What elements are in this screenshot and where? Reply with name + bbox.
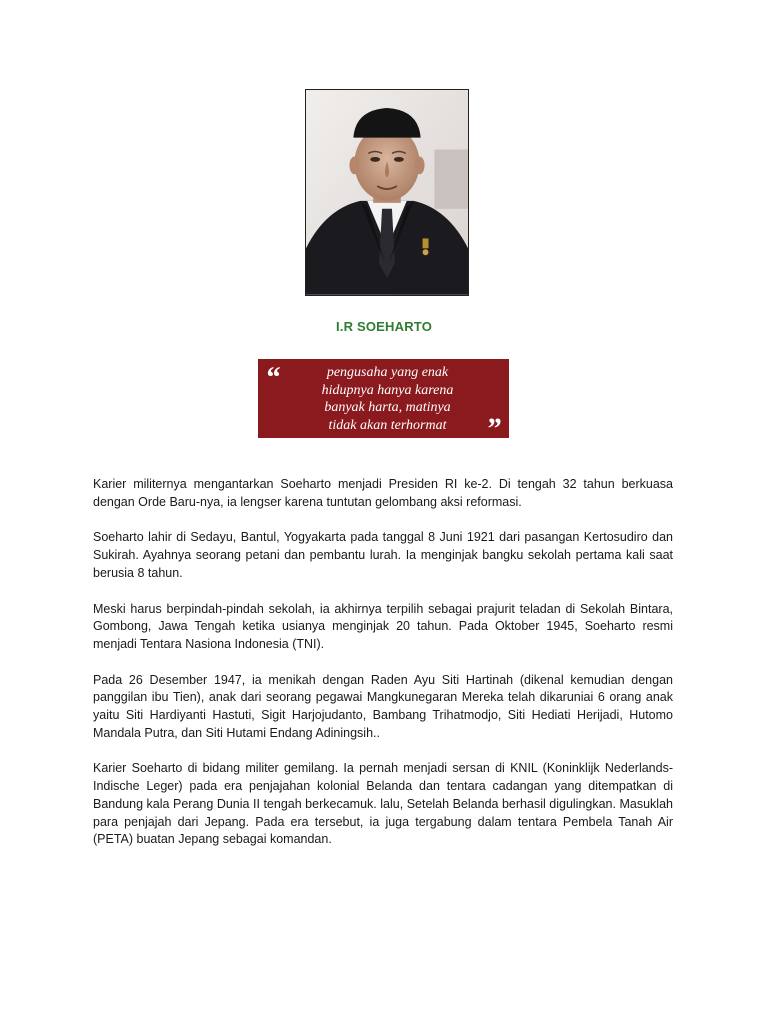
- open-quote-icon: “: [265, 361, 280, 394]
- quote-line: pengusaha yang enak: [326, 365, 449, 380]
- paragraph-birth: Soeharto lahir di Sedayu, Bantul, Yogyakarta pada tanggal 8 Juni 1921 dari pasangan Kertosudiro dan Sukirah. Ayahnya seorang petani dan pembantu lurah. Ia menginjak bangku sekolah pertama kali saat berusia 8 tahun.: [93, 530, 673, 580]
- quote-line: banyak harta, matinya: [324, 400, 451, 415]
- page-title: I.R SOEHARTO: [335, 319, 433, 334]
- quote-banner: [258, 359, 509, 445]
- portrait-illustration: [306, 90, 468, 295]
- quote-line: hidupnya hanya karena: [321, 382, 454, 398]
- paragraph-military: Karier Soeharto di bidang militer gemilang. Ia pernah menjadi sersan di KNIL (Koninklijk Nederlands-Indische Leger) pada era penjajahan kolonial Belanda dan tentara cadangan yang ditempatkan di Bandung kala Perang Dunia II tengah berkecamuk. lalu, Setelah Belanda berhasil digulingkan. Masuklah para penjajah dari Jepang. Pada era tersebut, ia juga tergabung dalam tentara Pembela Tanah Air (PETA) buatan Jepang sebagai komandan.: [93, 761, 673, 847]
- close-quote-icon: ”: [486, 412, 501, 445]
- biography-body: [93, 476, 673, 867]
- portrait-photo: [305, 89, 469, 296]
- quote-text: [296, 364, 479, 434]
- paragraph-marriage: Pada 26 Desember 1947, ia menikah dengan Raden Ayu Siti Hartinah (dikenal kemudian dengan panggilan ibu Tien), anak dari seorang pegawai Mangkunegaran Mereka telah dikaruniai 6 orang anak yaitu Siti Hardiyanti Hastuti, Sigit Harjojudanto, Bambang Trihatmodjo, Siti Hediati Herijadi, Hutomo Mandala Putra, dan Siti Hutami Endang Adiningsih..: [93, 672, 673, 740]
- quote-line: tidak akan terhormat: [328, 417, 447, 433]
- paragraph-school: Meski harus berpindah-pindah sekolah, ia akhirnya terpilih sebagai prajurit teladan di Sekolah Bintara, Gombong, Jawa Tengah ketika usianya menginjak 20 tahun. Pada Oktober 1945, Soeharto resmi menjadi Tentara Nasiona Indonesia (TNI).: [93, 601, 673, 651]
- paragraph-career-intro: Karier militernya mengantarkan Soeharto menjadi Presiden RI ke-2. Di tengah 32 tahun berkuasa dengan Orde Baru-nya, ia lengser karena tuntutan gelombang aksi reformasi.: [93, 477, 673, 509]
